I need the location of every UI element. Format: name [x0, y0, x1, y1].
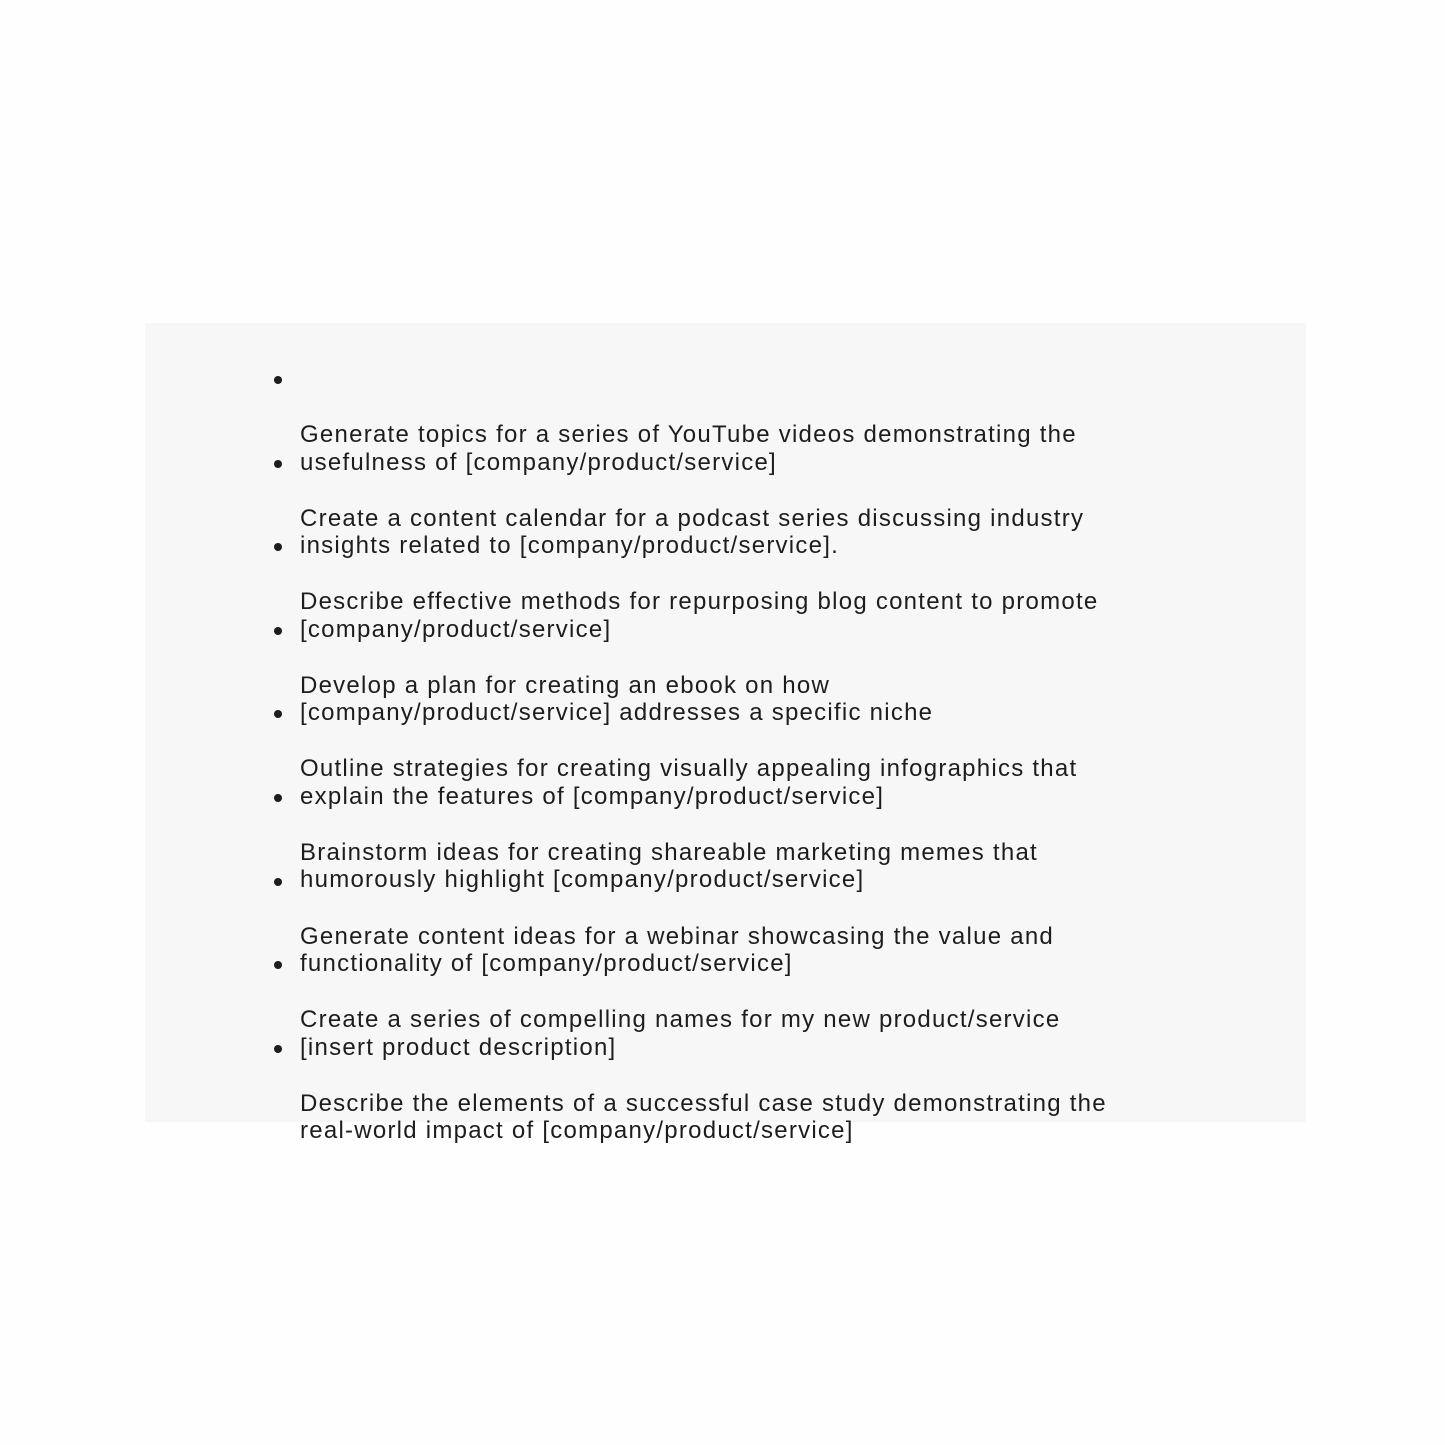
list-item: [300, 868, 1210, 978]
prompt-text: Describe effective methods for repurposing blog content to promote [company/product/service]: [300, 588, 1099, 643]
list-item: [300, 617, 1210, 727]
list-item: [300, 366, 1210, 476]
bullet-icon: [274, 878, 282, 886]
prompt-text: Brainstorm ideas for creating shareable marketing memes that humorously highlight [company/product/service]: [300, 838, 1038, 894]
bullet-icon: [274, 710, 282, 718]
list-item: [300, 951, 1210, 1061]
bullet-icon: [274, 627, 282, 635]
list-item: [300, 784, 1210, 894]
bullet-icon: [274, 794, 282, 802]
bullet-icon: [274, 543, 282, 551]
list-item: [300, 700, 1210, 810]
prompt-text: Describe the elements of a successful case study demonstrating the real-world impact of [company/product/service]: [300, 1089, 1107, 1145]
prompt-text: Generate content ideas for a webinar showcasing the value and functionality of [company/product/service]: [300, 922, 1055, 978]
bullet-icon: [274, 460, 282, 468]
prompt-list: [300, 366, 1210, 1145]
prompt-text: Outline strategies for creating visually appealing infographics that explain the features of [company/product/service]: [300, 755, 1078, 810]
bullet-icon: [274, 1045, 282, 1053]
prompt-card: [145, 323, 1306, 1145]
prompt-text: Develop a plan for creating an ebook on how [company/product/service] addresses a specific niche: [300, 671, 934, 727]
list-item: [300, 450, 1210, 560]
list-item: [300, 533, 1210, 643]
prompt-text: Create a content calendar for a podcast series discussing industry insights related to [company/product/service].: [300, 504, 1085, 560]
prompt-text: Create a series of compelling names for my new product/service [insert product description]: [300, 1006, 1061, 1061]
list-item: [300, 1035, 1210, 1145]
bullet-icon: [274, 376, 282, 384]
prompt-text: Generate topics for a series of YouTube videos demonstrating the usefulness of [company/product/service]: [300, 421, 1077, 476]
bullet-icon: [274, 961, 282, 969]
